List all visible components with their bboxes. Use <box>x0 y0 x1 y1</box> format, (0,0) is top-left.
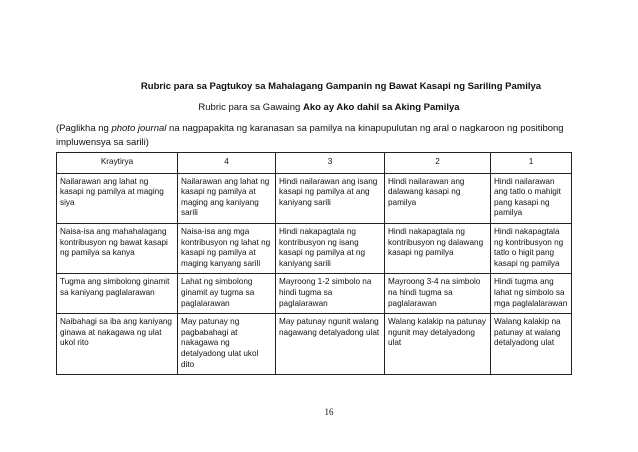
criteria-cell: Nailarawan ang lahat ng kasapi ng pamilya at maging siya <box>57 173 178 223</box>
score-1-cell: Walang kalakip na patunay at walang detalyadong ulat <box>491 314 572 375</box>
score-3-cell: Hindi nakapagtala ng kontribusyon ng isang kasapi ng pamilya at ng kaniyang sarili <box>276 223 385 273</box>
score-2-cell: Mayroong 3-4 na simbolo na hindi tugma sa paglalarawan <box>385 274 491 314</box>
header-score-3: 3 <box>276 153 385 174</box>
criteria-cell: Tugma ang simbolong ginamit sa kaniyang paglalarawan <box>57 274 178 314</box>
instructions-italic: photo journal <box>111 123 167 134</box>
score-3-cell: Hindi nailarawan ang isang kasapi ng pamilya at ang kaniyang sarili <box>276 173 385 223</box>
document-title: Rubric para sa Pagtukoy sa Mahalagang Gampanin ng Bawat Kasapi ng Sariling Pamilya <box>140 81 542 92</box>
score-1-cell: Hindi tugma ang lahat ng simbolo sa mga paglalalarawan <box>491 274 572 314</box>
header-score-1: 1 <box>491 153 572 174</box>
instructions <box>56 122 576 150</box>
score-2-cell: Hindi nailarawan ang dalawang kasapi ng pamilya <box>385 173 491 223</box>
instructions-open: (Paglikha ng <box>56 123 112 134</box>
table-header-row <box>57 153 572 174</box>
activity-name: Ako ay Ako dahil sa Aking Pamilya <box>302 102 460 113</box>
rubric-table <box>56 152 572 375</box>
subtitle-prefix: Rubric para sa Gawaing <box>198 102 303 113</box>
score-4-cell: Lahat ng simbolong ginamit ay tugma sa paglalarawan <box>178 274 276 314</box>
score-4-cell: May patunay ng pagbabahagi at nakagawa ng detalyadong ulat ukol dito <box>178 314 276 375</box>
score-3-cell: Mayroong 1-2 simbolo na hindi tugma sa paglalarawan <box>276 274 385 314</box>
header-criteria: Kraytirya <box>57 153 178 174</box>
table-row <box>57 223 572 273</box>
table-row <box>57 173 572 223</box>
header-score-2: 2 <box>385 153 491 174</box>
score-4-cell: Naisa-isa ang mga kontribusyon ng lahat ng kasapi ng pamilya at maging kanyang sarili <box>178 223 276 273</box>
criteria-cell: Naisa-isa ang mahahalagang kontribusyon ng bawat kasapi ng pamilya sa kanya <box>57 223 178 273</box>
instructions-rest: na nagpapakita ng karanasan sa pamilya na kinapupulutan ng aral o nagkaroon ng positibong impluwensya sa sarili) <box>56 123 564 148</box>
table-row <box>57 274 572 314</box>
score-2-cell: Hindi nakapagtala ng kontribusyon ng dalawang kasapi ng pamilya <box>385 223 491 273</box>
header-score-4: 4 <box>178 153 276 174</box>
criteria-cell: Naibahagi sa iba ang kaniyang ginawa at nakagawa ng ulat ukol rito <box>57 314 178 375</box>
score-3-cell: May patunay ngunit walang nagawang detalyadong ulat <box>276 314 385 375</box>
score-2-cell: Walang kalakip na patunay ngunit may detalyadong ulat <box>385 314 491 375</box>
table-row <box>57 314 572 375</box>
score-1-cell: Hindi nailarawan ang tatlo o mahigit pang kasapi ng pamilya <box>491 173 572 223</box>
score-1-cell: Hindi nakapagtala ng kontribusyon ng tatlo o higit pang kasapi ng pamilya <box>491 223 572 273</box>
page-number: 16 <box>324 407 334 417</box>
score-4-cell: Nailarawan ang lahat ng kasapi ng pamilya at maging ang kaniyang sarili <box>178 173 276 223</box>
document-subtitle <box>0 102 638 113</box>
